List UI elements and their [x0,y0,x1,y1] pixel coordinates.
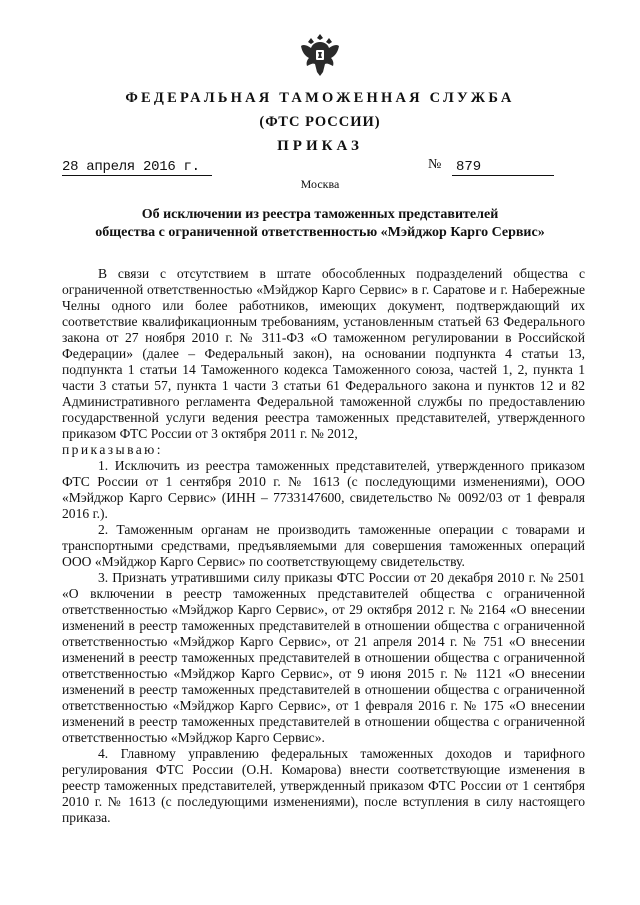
title-line-2: общества с ограниченной ответственностью «Мэйджор Карго Сервис» [95,225,545,240]
order-word: приказываю: [62,442,163,457]
order-number: 879 [452,159,554,176]
document-body [62,266,585,826]
preamble-paragraph: В связи с отсутствием в штате обособленных подразделений общества с ограниченной ответственностью «Мэйджор Карго Сервис» в г. Саратове и г. Набережные Челны одного или более работников, имеющих документ, подтверждающий их соответствие квалификационным требованиям, установленным статьей 63 Федерального закона от 27 ноября 2010 г. № 311-ФЗ «О таможенном регулировании в Российской Федерации» (далее – Федеральный закон), на основании подпункта 4 статьи 13, подпункта 1 статьи 14 Таможенного кодекса Таможенного союза, частей 1, 2, пункта 1 части 3 статьи 57, пункта 1 части 3 статьи 61 Федерального закона и пунктов 12 и 82 Административного регламента Федеральной таможенной службы по предоставлению государственной услуги ведения реестра таможенных представителей, утвержденного приказом ФТС России от 3 октября 2011 г. № 2012, [62,266,585,441]
number-sign: № [428,157,442,172]
order-item-3: 3. Признать утратившими силу приказы ФТС России от 20 декабря 2010 г. № 2501 «О включении в реестр таможенных представителей общества с ограниченной ответственностью «Мэйджор Карго Сервис», от 29 октября 2012 г. № 2164 «О внесении изменений в реестр таможенных представителей в отношении общества с ограниченной ответственностью «Мэйджор Карго Сервис», от 21 апреля 2014 г. № 751 «О внесении изменений в реестр таможенных представителей в отношении общества с ограниченной ответственностью «Мэйджор Карго Сервис», от 9 июня 2015 г. № 1121 «О внесении изменений в реестр таможенных представителей в отношении общества с ограниченной ответственностью «Мэйджор Карго Сервис», от 1 февраля 2016 г. № 175 «О внесении изменений в реестр таможенных представителей в отношении общества с ограниченной ответственностью «Мэйджор Карго Сервис». [62,570,585,745]
document-title [60,206,580,242]
agency-name: ФЕДЕРАЛЬНАЯ ТАМОЖЕННАЯ СЛУЖБА [125,90,515,106]
city: Москва [300,177,340,191]
order-item-2: 2. Таможенным органам не производить таможенные операции с товарами и транспортными средствами, предъявляемыми для совершения таможенных операций ООО «Мэйджор Карго Сервис» по соответствующему свидетельству. [62,522,585,569]
order-item-4: 4. Главному управлению федеральных таможенных доходов и тарифного регулирования ФТС России (О.Н. Комарова) внести соответствующие изменения в реестр таможенных представителей, утвержденный приказом ФТС России от 1 сентября 2010 г. № 1613 (с последующими изменениями), после вступления в силу настоящего приказа. [62,746,585,825]
order-item-1: 1. Исключить из реестра таможенных представителей, утвержденного приказом ФТС России от 1 сентября 2010 г. № 1613 (с последующими изменениями), ООО «Мэйджор Карго Сервис» (ИНН – 7733147600, свидетельство № 0092/03 от 1 февраля 2016 г.). [62,458,585,521]
agency-abbreviation: (ФТС РОССИИ) [259,114,381,130]
document-type: ПРИКАЗ [277,138,363,154]
russian-coat-of-arms-icon [299,30,341,78]
title-line-1: Об исключении из реестра таможенных представителей [141,207,499,222]
order-date: 28 апреля 2016 г. [62,159,212,176]
